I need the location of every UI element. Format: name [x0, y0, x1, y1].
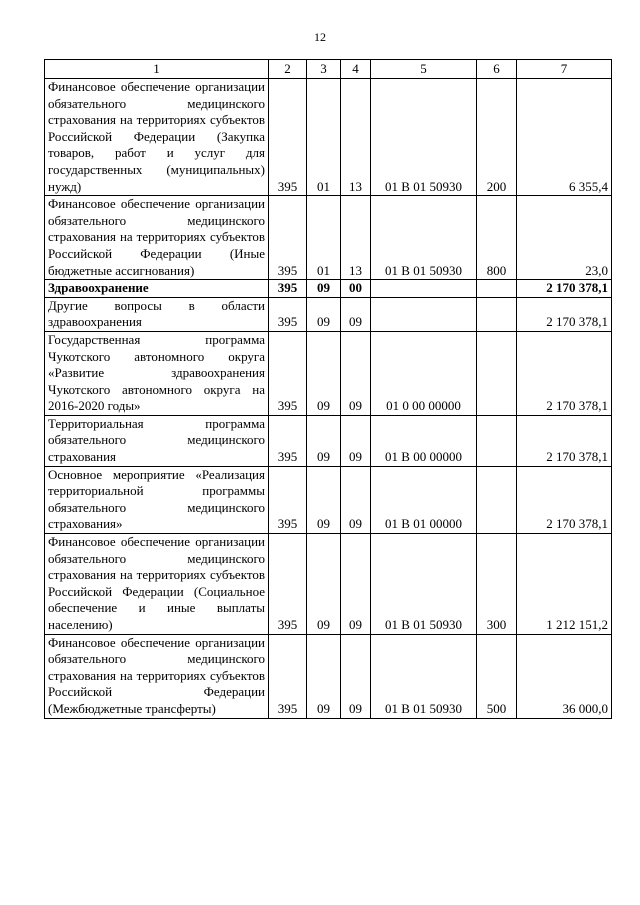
row-name: Финансовое обеспечение организации обязательного медицинского страхования на территориях субъектов Российской Федерации (Социальное обеспечение и иные выплаты населению)	[45, 534, 269, 635]
row-code: 395	[269, 634, 307, 718]
row-amount: 2 170 378,1	[517, 415, 612, 466]
row-name: Здравоохранение	[45, 280, 269, 298]
table-row-section-total	[45, 280, 612, 298]
row-target: 01 В 00 00000	[371, 415, 477, 466]
row-subsection: 09	[341, 331, 371, 415]
table-row	[45, 466, 612, 533]
row-amount: 2 170 378,1	[517, 331, 612, 415]
row-subsection: 09	[341, 466, 371, 533]
row-section: 09	[307, 534, 341, 635]
row-name: Финансовое обеспечение организации обязательного медицинского страхования на территориях субъектов Российской Федерации (Межбюджетные трансферты)	[45, 634, 269, 718]
row-target: 01 В 01 50930	[371, 79, 477, 196]
row-name: Финансовое обеспечение организации обязательного медицинского страхования на территориях субъектов Российской Федерации (Иные бюджетные ассигнования)	[45, 196, 269, 280]
row-subsection: 09	[341, 534, 371, 635]
row-code: 395	[269, 534, 307, 635]
row-subsection: 13	[341, 79, 371, 196]
row-subsection: 09	[341, 297, 371, 331]
row-name: Территориальная программа обязательного медицинского страхования	[45, 415, 269, 466]
row-amount: 2 170 378,1	[517, 280, 612, 298]
row-name: Государственная программа Чукотского автономного округа «Развитие здравоохранения Чукотского автономного округа на 2016-2020 годы»	[45, 331, 269, 415]
row-type	[477, 280, 517, 298]
row-type	[477, 466, 517, 533]
row-subsection: 13	[341, 196, 371, 280]
row-code: 395	[269, 196, 307, 280]
row-amount: 6 355,4	[517, 79, 612, 196]
row-name: Другие вопросы в области здравоохранения	[45, 297, 269, 331]
budget-table	[44, 59, 612, 719]
row-target	[371, 297, 477, 331]
column-header: 4	[341, 60, 371, 79]
row-type: 200	[477, 79, 517, 196]
row-amount: 36 000,0	[517, 634, 612, 718]
row-section: 09	[307, 280, 341, 298]
row-name: Финансовое обеспечение организации обязательного медицинского страхования на территориях субъектов Российской Федерации (Закупка товаров, работ и услуг для государственных (муниципальных) нужд)	[45, 79, 269, 196]
row-section: 01	[307, 79, 341, 196]
table-row	[45, 415, 612, 466]
row-subsection: 09	[341, 415, 371, 466]
row-target: 01 В 01 50930	[371, 634, 477, 718]
row-amount: 2 170 378,1	[517, 466, 612, 533]
row-section: 09	[307, 466, 341, 533]
row-code: 395	[269, 280, 307, 298]
row-name: Основное мероприятие «Реализация территориальной программы обязательного медицинского страхования»	[45, 466, 269, 533]
column-header: 5	[371, 60, 477, 79]
row-amount: 2 170 378,1	[517, 297, 612, 331]
row-type: 300	[477, 534, 517, 635]
row-type	[477, 331, 517, 415]
row-amount: 23,0	[517, 196, 612, 280]
column-header: 3	[307, 60, 341, 79]
row-target	[371, 280, 477, 298]
table-row	[45, 331, 612, 415]
row-subsection: 09	[341, 634, 371, 718]
row-target: 01 В 01 50930	[371, 196, 477, 280]
table-row	[45, 297, 612, 331]
row-type	[477, 297, 517, 331]
row-section: 09	[307, 297, 341, 331]
header-row	[45, 60, 612, 79]
row-section: 01	[307, 196, 341, 280]
row-code: 395	[269, 331, 307, 415]
row-code: 395	[269, 79, 307, 196]
row-section: 09	[307, 415, 341, 466]
column-header: 2	[269, 60, 307, 79]
row-subsection: 00	[341, 280, 371, 298]
row-amount: 1 212 151,2	[517, 534, 612, 635]
row-code: 395	[269, 415, 307, 466]
row-target: 01 В 01 00000	[371, 466, 477, 533]
table-row	[45, 534, 612, 635]
column-header: 1	[45, 60, 269, 79]
row-type	[477, 415, 517, 466]
row-section: 09	[307, 634, 341, 718]
column-header: 7	[517, 60, 612, 79]
row-type: 500	[477, 634, 517, 718]
table-row	[45, 196, 612, 280]
row-code: 395	[269, 297, 307, 331]
row-code: 395	[269, 466, 307, 533]
table-row	[45, 634, 612, 718]
row-type: 800	[477, 196, 517, 280]
page-number: 12	[314, 30, 326, 44]
row-section: 09	[307, 331, 341, 415]
row-target: 01 В 01 50930	[371, 534, 477, 635]
column-header: 6	[477, 60, 517, 79]
table-row	[45, 79, 612, 196]
row-target: 01 0 00 00000	[371, 331, 477, 415]
